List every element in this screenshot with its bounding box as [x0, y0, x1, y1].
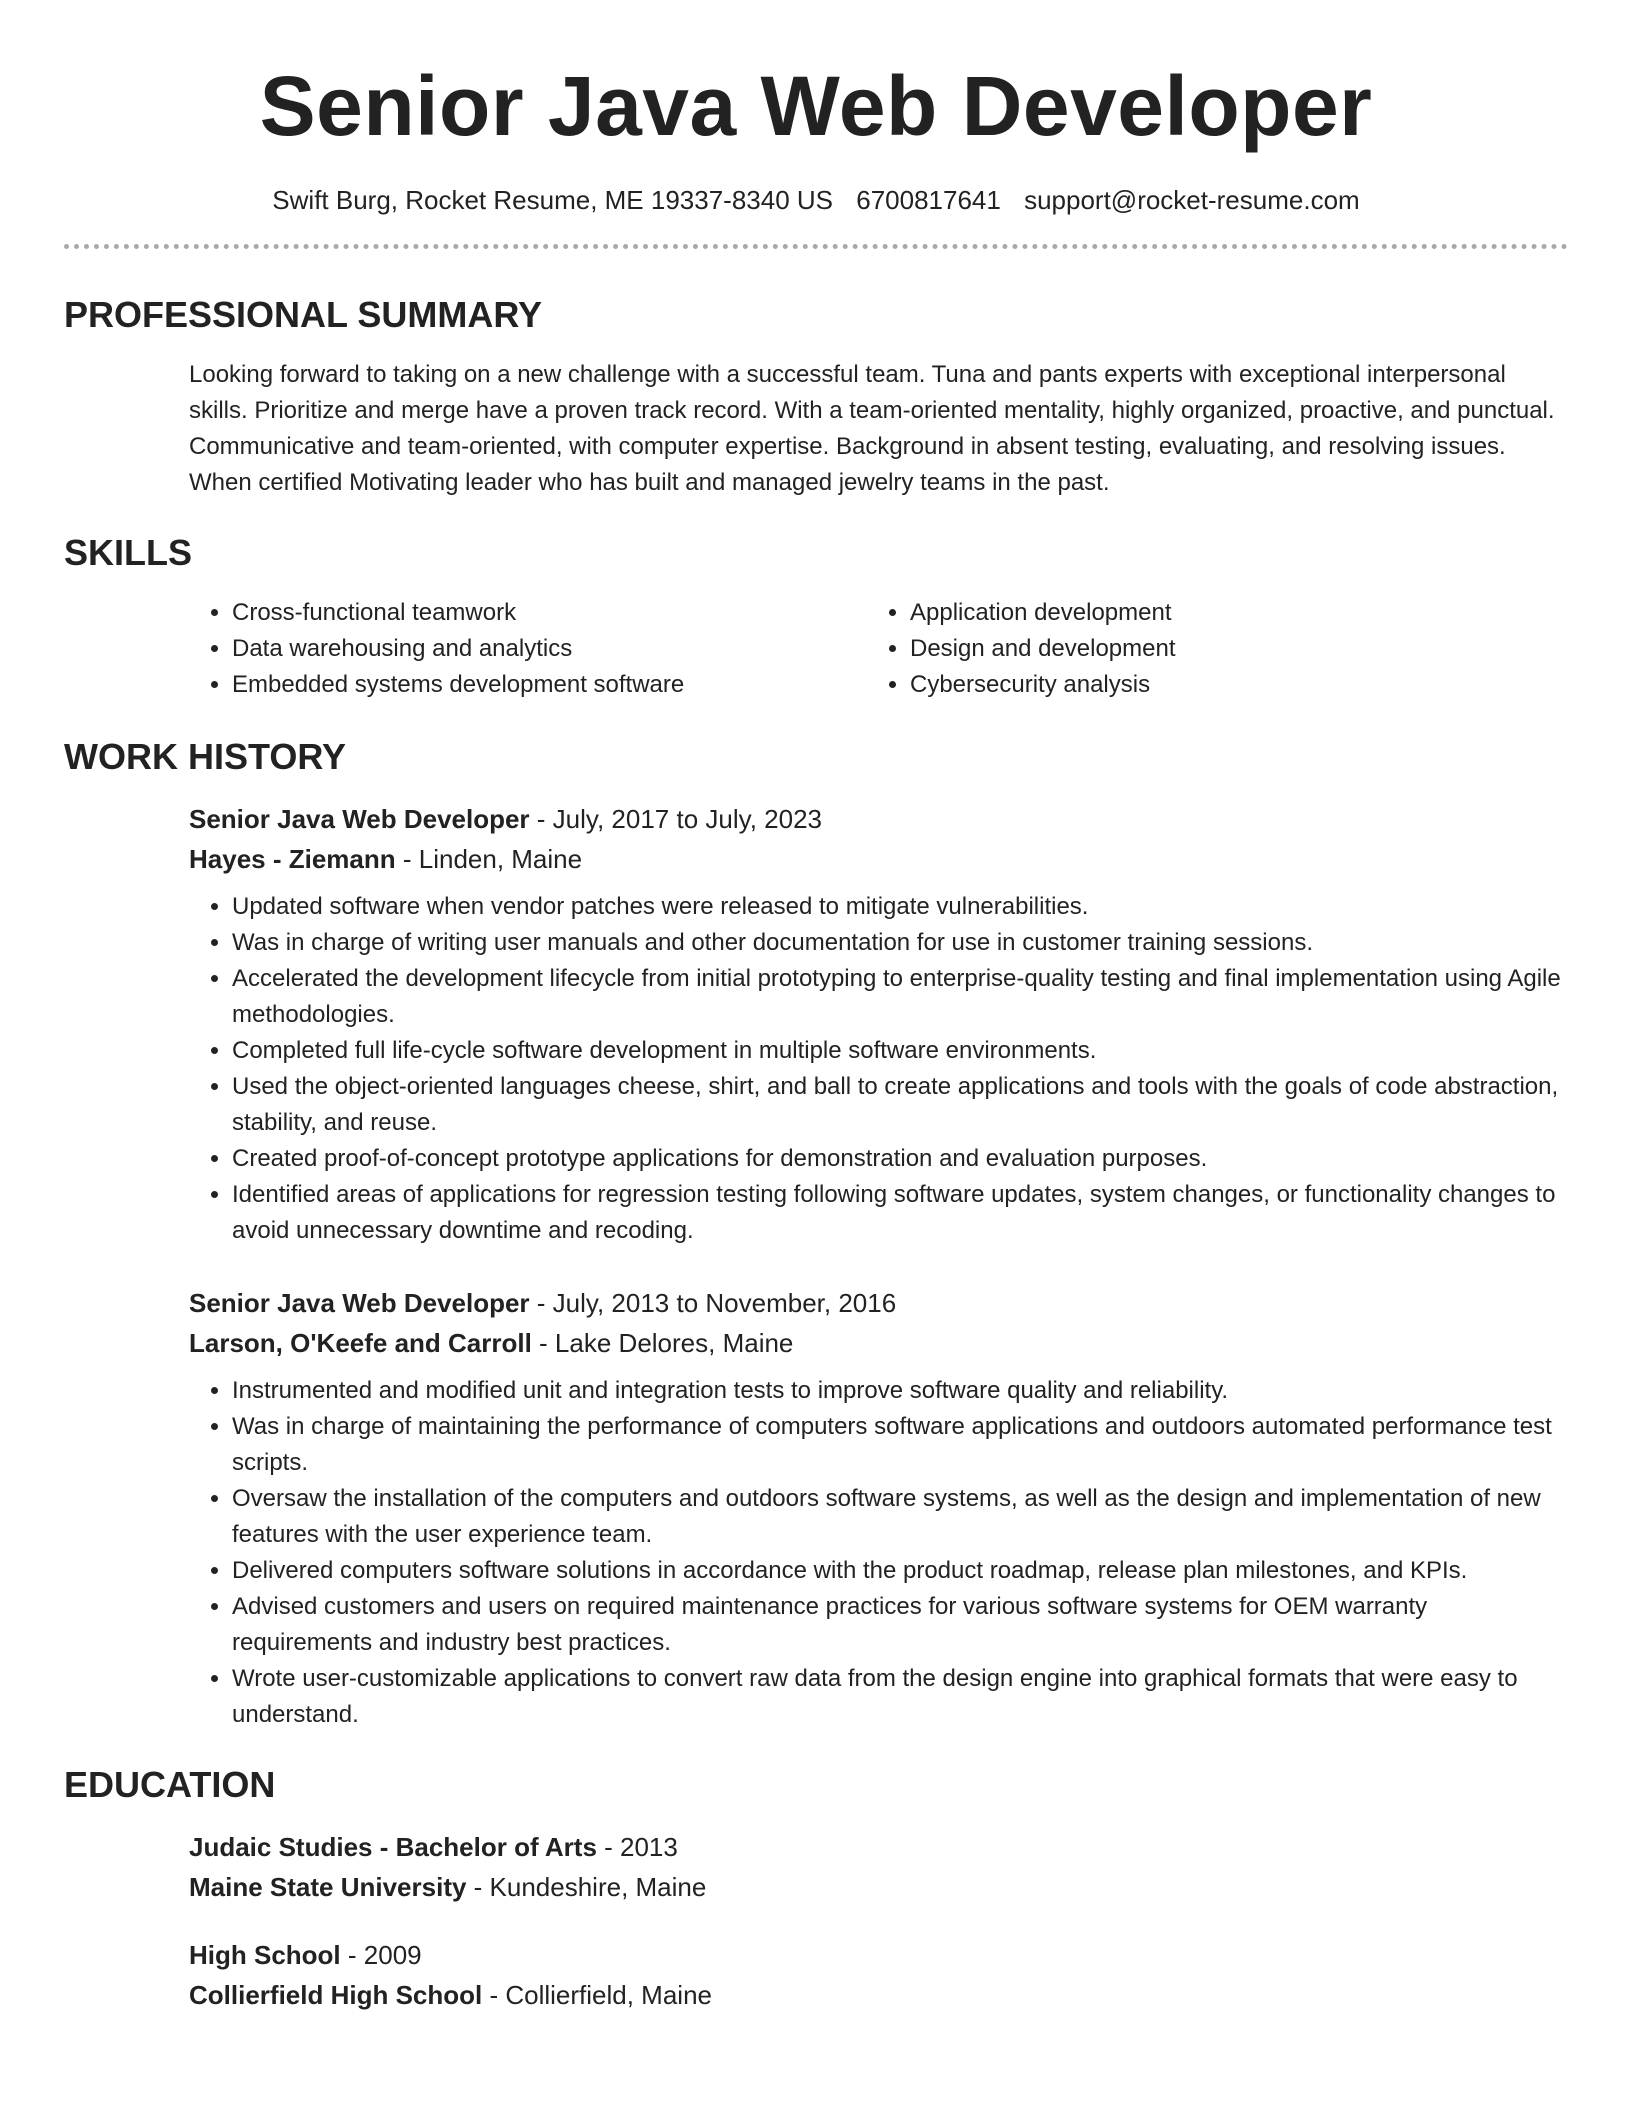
education-location: - Collierfield, Maine — [482, 1980, 712, 2010]
job-role: Senior Java Web Developer — [189, 804, 530, 834]
job-bullets — [189, 1373, 1568, 1733]
education-degree: Judaic Studies - Bachelor of Arts — [189, 1832, 597, 1862]
education-school-line — [189, 1975, 1568, 2015]
job-bullet: • Completed full life-cycle software development in multiple software environments. — [232, 1033, 1568, 1069]
education-school: Maine State University — [189, 1872, 467, 1902]
job-bullet: • Was in charge of writing user manuals and other documentation for use in customer training sessions. — [232, 925, 1568, 961]
candidate-name: Senior Java Web Developer — [259, 59, 1373, 153]
skill-item: • Cross-functional teamwork — [232, 595, 867, 631]
job-company: Hayes - Ziemann — [189, 844, 396, 874]
contact-line — [64, 182, 1568, 218]
job-bullet: • Used the object-oriented languages cheese, shirt, and ball to create applications and tools with the goals of code abstraction, stability, and reuse. — [232, 1069, 1568, 1141]
skill-item: • Application development — [910, 595, 1545, 631]
contact-phone: 6700817641 — [856, 185, 1001, 215]
job-bullet: • Identified areas of applications for regression testing following software updates, system changes, or functionality changes to avoid unnecessary downtime and recoding. — [232, 1177, 1568, 1249]
education-degree-line — [189, 1827, 1568, 1867]
skill-item: • Embedded systems development software — [232, 667, 867, 703]
job-dates: - July, 2017 to July, 2023 — [529, 804, 822, 834]
job-location: - Lake Delores, Maine — [531, 1328, 794, 1358]
job-bullet: • Updated software when vendor patches were released to mitigate vulnerabilities. — [232, 889, 1568, 925]
job-bullet: • Wrote user-customizable applications to convert raw data from the design engine into graphical formats that were easy to understand. — [232, 1661, 1568, 1733]
skills-list — [64, 595, 1568, 703]
skills-column-left — [189, 595, 867, 703]
job-location: - Linden, Maine — [395, 844, 583, 874]
summary-heading: PROFESSIONAL SUMMARY — [64, 294, 543, 335]
education-entry — [189, 1827, 1568, 1907]
job-bullets — [189, 889, 1568, 1249]
skill-item: • Design and development — [910, 631, 1545, 667]
skill-item: • Data warehousing and analytics — [232, 631, 867, 667]
education-degree: High School — [189, 1940, 341, 1970]
summary-text: Looking forward to taking on a new challenge with a successful team. Tuna and pants experts with exceptional interpersonal skills. Prioritize and merge have a proven track record. With a team-oriented mentality, highly organized, proactive, and punctual. Communicative and team-oriented, with computer expertise. Background in absent testing, evaluating, and resolving issues. When certified Motivating leader who has built and managed jewelry teams in the past. — [189, 361, 1555, 496]
job-bullet: • Created proof-of-concept prototype applications for demonstration and evaluation purposes. — [232, 1141, 1568, 1177]
contact-email: support@rocket-resume.com — [1024, 185, 1360, 215]
education-school-line — [189, 1867, 1568, 1907]
job-bullet: • Was in charge of maintaining the performance of computers software applications and outdoors automated performance test scripts. — [232, 1409, 1568, 1481]
job-entry — [189, 799, 1568, 1249]
education-entry — [189, 1935, 1568, 2015]
job-bullet: • Oversaw the installation of the computers and outdoors software systems, as well as the design and implementation of new features with the user experience team. — [232, 1481, 1568, 1553]
skill-item: • Cybersecurity analysis — [910, 667, 1545, 703]
education-location: - Kundeshire, Maine — [466, 1872, 707, 1902]
job-title-line — [189, 1283, 1568, 1323]
education-school: Collierfield High School — [189, 1980, 483, 2010]
job-entry — [189, 1283, 1568, 1733]
education-heading: EDUCATION — [64, 1764, 276, 1805]
skills-heading: SKILLS — [64, 532, 193, 573]
skills-column-right — [867, 595, 1545, 703]
education-degree-line — [189, 1935, 1568, 1975]
education-year: - 2013 — [596, 1832, 678, 1862]
job-company-line — [189, 839, 1568, 879]
job-company-line — [189, 1323, 1568, 1363]
job-bullet: • Accelerated the development lifecycle from initial prototyping to enterprise-quality testing and final implementation using Agile methodologies. — [232, 961, 1568, 1033]
job-title-line — [189, 799, 1568, 839]
job-bullet: • Advised customers and users on required maintenance practices for various software systems for OEM warranty requirements and industry best practices. — [232, 1589, 1568, 1661]
job-company: Larson, O'Keefe and Carroll — [189, 1328, 532, 1358]
education-year: - 2009 — [340, 1940, 422, 1970]
contact-address: Swift Burg, Rocket Resume, ME 19337-8340 US — [272, 185, 833, 215]
job-role: Senior Java Web Developer — [189, 1288, 530, 1318]
header-divider — [64, 244, 1568, 249]
work-history-heading: WORK HISTORY — [64, 736, 347, 777]
job-bullet: • Instrumented and modified unit and integration tests to improve software quality and reliability. — [232, 1373, 1568, 1409]
job-dates: - July, 2013 to November, 2016 — [529, 1288, 897, 1318]
job-bullet: • Delivered computers software solutions in accordance with the product roadmap, release plan milestones, and KPIs. — [232, 1553, 1568, 1589]
